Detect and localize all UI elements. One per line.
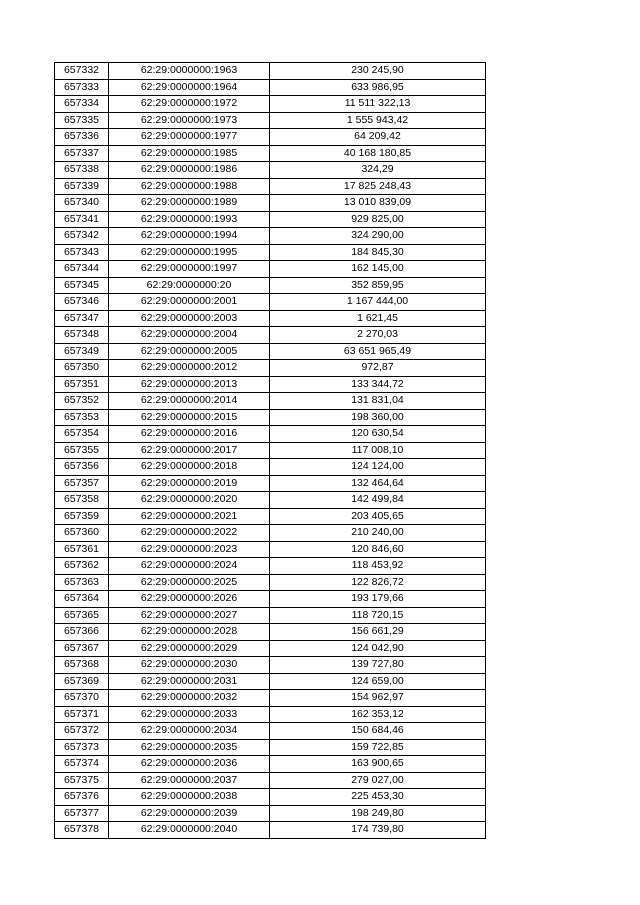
cadastral-value-cell: 162 353,12 — [270, 706, 486, 723]
cadastral-value-cell: 131 831,04 — [270, 393, 486, 410]
cadastral-value-cell: 1 621,45 — [270, 310, 486, 327]
cadastral-number-cell: 62:29:0000000:1993 — [109, 211, 270, 228]
cadastral-value-cell: 17 825 248,43 — [270, 178, 486, 195]
row-number-cell: 657371 — [55, 706, 109, 723]
row-number-cell: 657356 — [55, 459, 109, 476]
cadastral-number-cell: 62:29:0000000:1985 — [109, 145, 270, 162]
table-row — [55, 475, 486, 492]
row-number-cell: 657369 — [55, 673, 109, 690]
table-row — [55, 723, 486, 740]
table-row — [55, 79, 486, 96]
table-row — [55, 294, 486, 311]
table-row — [55, 574, 486, 591]
table-row — [55, 640, 486, 657]
cadastral-number-cell: 62:29:0000000:1988 — [109, 178, 270, 195]
cadastral-number-cell: 62:29:0000000:2036 — [109, 756, 270, 773]
row-number-cell: 657334 — [55, 96, 109, 113]
row-number-cell: 657345 — [55, 277, 109, 294]
cadastral-value-cell: 203 405,65 — [270, 508, 486, 525]
row-number-cell: 657372 — [55, 723, 109, 740]
cadastral-value-cell: 324,29 — [270, 162, 486, 179]
table-row — [55, 244, 486, 261]
cadastral-value-cell: 162 145,00 — [270, 261, 486, 278]
row-number-cell: 657352 — [55, 393, 109, 410]
row-number-cell: 657376 — [55, 789, 109, 806]
table-row — [55, 624, 486, 641]
table-row — [55, 442, 486, 459]
cadastral-number-cell: 62:29:0000000:1964 — [109, 79, 270, 96]
table-row — [55, 360, 486, 377]
cadastral-value-cell: 133 344,72 — [270, 376, 486, 393]
cadastral-number-cell: 62:29:0000000:2001 — [109, 294, 270, 311]
cadastral-value-cell: 132 464,64 — [270, 475, 486, 492]
row-number-cell: 657361 — [55, 541, 109, 558]
table-row — [55, 63, 486, 80]
table-row — [55, 772, 486, 789]
table-row — [55, 706, 486, 723]
cadastral-value-cell: 13 010 839,09 — [270, 195, 486, 212]
row-number-cell: 657365 — [55, 607, 109, 624]
row-number-cell: 657357 — [55, 475, 109, 492]
row-number-cell: 657337 — [55, 145, 109, 162]
row-number-cell: 657335 — [55, 112, 109, 129]
cadastral-value-cell: 163 900,65 — [270, 756, 486, 773]
cadastral-value-cell: 972,87 — [270, 360, 486, 377]
cadastral-number-cell: 62:29:0000000:2028 — [109, 624, 270, 641]
table-row — [55, 376, 486, 393]
row-number-cell: 657342 — [55, 228, 109, 245]
cadastral-number-cell: 62:29:0000000:2016 — [109, 426, 270, 443]
cadastral-value-cell: 2 270,03 — [270, 327, 486, 344]
cadastral-number-cell: 62:29:0000000:1989 — [109, 195, 270, 212]
cadastral-number-cell: 62:29:0000000:2029 — [109, 640, 270, 657]
cadastral-value-cell: 193 179,66 — [270, 591, 486, 608]
cadastral-number-cell: 62:29:0000000:2039 — [109, 805, 270, 822]
cadastral-number-cell: 62:29:0000000:2035 — [109, 739, 270, 756]
cadastral-value-cell: 929 825,00 — [270, 211, 486, 228]
row-number-cell: 657355 — [55, 442, 109, 459]
cadastral-number-cell: 62:29:0000000:2003 — [109, 310, 270, 327]
table-row — [55, 162, 486, 179]
cadastral-value-cell: 1 555 943,42 — [270, 112, 486, 129]
cadastral-value-cell: 11 511 322,13 — [270, 96, 486, 113]
table-row — [55, 525, 486, 542]
row-number-cell: 657348 — [55, 327, 109, 344]
cadastral-value-cell: 198 249,80 — [270, 805, 486, 822]
row-number-cell: 657375 — [55, 772, 109, 789]
table-row — [55, 459, 486, 476]
cadastral-number-cell: 62:29:0000000:1973 — [109, 112, 270, 129]
cadastral-value-cell: 117 008,10 — [270, 442, 486, 459]
row-number-cell: 657364 — [55, 591, 109, 608]
cadastral-number-cell: 62:29:0000000:2031 — [109, 673, 270, 690]
cadastral-value-cell: 198 360,00 — [270, 409, 486, 426]
row-number-cell: 657359 — [55, 508, 109, 525]
cadastral-value-cell: 118 720,15 — [270, 607, 486, 624]
cadastral-value-cell: 150 684,46 — [270, 723, 486, 740]
table-body — [55, 63, 486, 839]
cadastral-value-cell: 124 124,00 — [270, 459, 486, 476]
row-number-cell: 657351 — [55, 376, 109, 393]
cadastral-number-cell: 62:29:0000000:2015 — [109, 409, 270, 426]
table-row — [55, 145, 486, 162]
row-number-cell: 657363 — [55, 574, 109, 591]
cadastral-number-cell: 62:29:0000000:2019 — [109, 475, 270, 492]
table-row — [55, 129, 486, 146]
cadastral-number-cell: 62:29:0000000:2027 — [109, 607, 270, 624]
cadastral-number-cell: 62:29:0000000:2034 — [109, 723, 270, 740]
table-row — [55, 789, 486, 806]
cadastral-value-cell: 230 245,90 — [270, 63, 486, 80]
cadastral-number-cell: 62:29:0000000:2024 — [109, 558, 270, 575]
table-row — [55, 657, 486, 674]
cadastral-number-cell: 62:29:0000000:2005 — [109, 343, 270, 360]
row-number-cell: 657350 — [55, 360, 109, 377]
table-row — [55, 426, 486, 443]
row-number-cell: 657354 — [55, 426, 109, 443]
row-number-cell: 657338 — [55, 162, 109, 179]
table-row — [55, 195, 486, 212]
table-row — [55, 690, 486, 707]
cadastral-number-cell: 62:29:0000000:2013 — [109, 376, 270, 393]
table-row — [55, 607, 486, 624]
row-number-cell: 657341 — [55, 211, 109, 228]
table-row — [55, 558, 486, 575]
table-row — [55, 393, 486, 410]
cadastral-number-cell: 62:29:0000000:2040 — [109, 822, 270, 839]
row-number-cell: 657366 — [55, 624, 109, 641]
cadastral-number-cell: 62:29:0000000:2020 — [109, 492, 270, 509]
cadastral-value-cell: 184 845,30 — [270, 244, 486, 261]
table-row — [55, 673, 486, 690]
table-row — [55, 310, 486, 327]
cadastral-number-cell: 62:29:0000000:2004 — [109, 327, 270, 344]
cadastral-value-cell: 139 727,80 — [270, 657, 486, 674]
cadastral-number-cell: 62:29:0000000:1986 — [109, 162, 270, 179]
cadastral-value-cell: 124 659,00 — [270, 673, 486, 690]
cadastral-number-cell: 62:29:0000000:2012 — [109, 360, 270, 377]
cadastral-value-cell: 156 661,29 — [270, 624, 486, 641]
cadastral-number-cell: 62:29:0000000:1963 — [109, 63, 270, 80]
cadastral-value-cell: 324 290,00 — [270, 228, 486, 245]
cadastral-value-cell: 63 651 965,49 — [270, 343, 486, 360]
table-row — [55, 277, 486, 294]
row-number-cell: 657362 — [55, 558, 109, 575]
table-row — [55, 591, 486, 608]
row-number-cell: 657346 — [55, 294, 109, 311]
table-row — [55, 261, 486, 278]
row-number-cell: 657373 — [55, 739, 109, 756]
cadastral-value-cell: 174 739,80 — [270, 822, 486, 839]
row-number-cell: 657377 — [55, 805, 109, 822]
cadastral-number-cell: 62:29:0000000:2032 — [109, 690, 270, 707]
cadastral-value-cell: 1 167 444,00 — [270, 294, 486, 311]
cadastral-number-cell: 62:29:0000000:2030 — [109, 657, 270, 674]
cadastral-number-cell: 62:29:0000000:2025 — [109, 574, 270, 591]
table-row — [55, 508, 486, 525]
table-row — [55, 492, 486, 509]
cadastral-number-cell: 62:29:0000000:2033 — [109, 706, 270, 723]
table-row — [55, 541, 486, 558]
table-row — [55, 96, 486, 113]
cadastral-value-cell: 352 859,95 — [270, 277, 486, 294]
cadastral-value-cell: 120 846,60 — [270, 541, 486, 558]
row-number-cell: 657358 — [55, 492, 109, 509]
table-row — [55, 343, 486, 360]
cadastral-number-cell: 62:29:0000000:2014 — [109, 393, 270, 410]
row-number-cell: 657333 — [55, 79, 109, 96]
cadastral-number-cell: 62:29:0000000:1972 — [109, 96, 270, 113]
cadastral-number-cell: 62:29:0000000:2038 — [109, 789, 270, 806]
cadastral-value-cell: 40 168 180,85 — [270, 145, 486, 162]
table-row — [55, 822, 486, 839]
table-row — [55, 805, 486, 822]
table-row — [55, 327, 486, 344]
cadastral-value-cell: 124 042,90 — [270, 640, 486, 657]
row-number-cell: 657378 — [55, 822, 109, 839]
row-number-cell: 657347 — [55, 310, 109, 327]
row-number-cell: 657360 — [55, 525, 109, 542]
table-row — [55, 739, 486, 756]
row-number-cell: 657353 — [55, 409, 109, 426]
cadastral-number-cell: 62:29:0000000:1995 — [109, 244, 270, 261]
row-number-cell: 657339 — [55, 178, 109, 195]
cadastral-value-cell: 159 722,85 — [270, 739, 486, 756]
table-row — [55, 228, 486, 245]
cadastral-value-cell: 279 027,00 — [270, 772, 486, 789]
cadastral-value-cell: 633 986,95 — [270, 79, 486, 96]
table-row — [55, 112, 486, 129]
table-row — [55, 211, 486, 228]
row-number-cell: 657340 — [55, 195, 109, 212]
cadastral-number-cell: 62:29:0000000:2018 — [109, 459, 270, 476]
cadastral-number-cell: 62:29:0000000:2017 — [109, 442, 270, 459]
cadastral-value-cell: 225 453,30 — [270, 789, 486, 806]
cadastral-number-cell: 62:29:0000000:2026 — [109, 591, 270, 608]
row-number-cell: 657336 — [55, 129, 109, 146]
table-row — [55, 409, 486, 426]
row-number-cell: 657370 — [55, 690, 109, 707]
cadastral-value-cell: 142 499,84 — [270, 492, 486, 509]
cadastral-value-cell: 210 240,00 — [270, 525, 486, 542]
cadastral-number-cell: 62:29:0000000:2037 — [109, 772, 270, 789]
cadastral-value-cell: 118 453,92 — [270, 558, 486, 575]
cadastral-value-cell: 120 630,54 — [270, 426, 486, 443]
row-number-cell: 657368 — [55, 657, 109, 674]
table-row — [55, 756, 486, 773]
cadastral-number-cell: 62:29:0000000:1994 — [109, 228, 270, 245]
row-number-cell: 657343 — [55, 244, 109, 261]
cadastral-number-cell: 62:29:0000000:1997 — [109, 261, 270, 278]
cadastral-value-cell: 154 962,97 — [270, 690, 486, 707]
row-number-cell: 657367 — [55, 640, 109, 657]
cadastral-number-cell: 62:29:0000000:2021 — [109, 508, 270, 525]
cadastral-number-cell: 62:29:0000000:2022 — [109, 525, 270, 542]
row-number-cell: 657349 — [55, 343, 109, 360]
row-number-cell: 657344 — [55, 261, 109, 278]
cadastral-value-cell: 64 209,42 — [270, 129, 486, 146]
cadastral-number-cell: 62:29:0000000:2023 — [109, 541, 270, 558]
cadastral-number-cell: 62:29:0000000:20 — [109, 277, 270, 294]
cadastral-number-cell: 62:29:0000000:1977 — [109, 129, 270, 146]
row-number-cell: 657374 — [55, 756, 109, 773]
cadastral-value-cell: 122 826,72 — [270, 574, 486, 591]
table-row — [55, 178, 486, 195]
cadastral-value-table — [54, 62, 486, 839]
row-number-cell: 657332 — [55, 63, 109, 80]
